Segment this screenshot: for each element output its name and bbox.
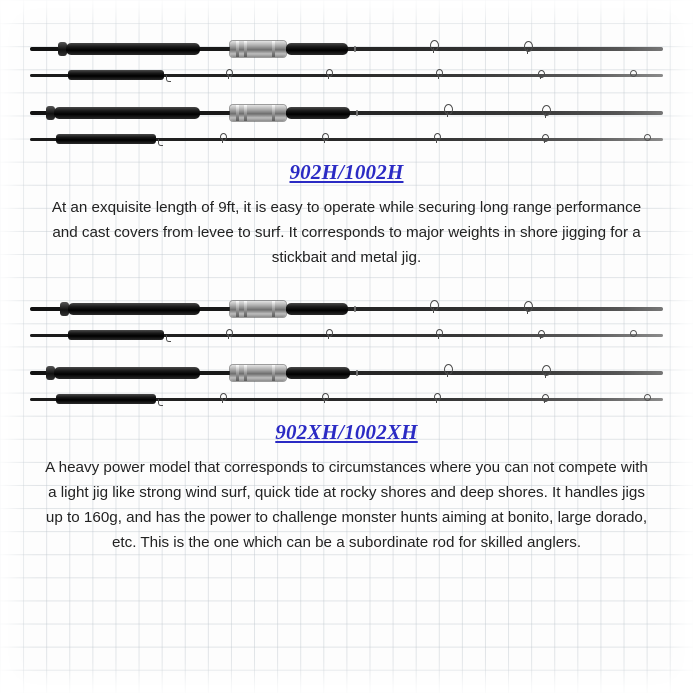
reel-seat-ring bbox=[244, 41, 247, 57]
hook-keeper bbox=[158, 399, 163, 406]
model-title-902xh: 902XH/1002XH bbox=[275, 420, 418, 444]
line-guide-leg bbox=[433, 48, 434, 53]
model-description-902xh: A heavy power model that corresponds to circumstances where you can not compete with a light jig like strong wind surf, quick tide at rocky shores and deep shores. It handles jigs up to 160g, and has the power to challenge monster hunts aiming at bonito, large dorado, etc. This is the one which can be a subordinate rod for skilled anglers. bbox=[45, 459, 648, 551]
reel-seat-ring bbox=[236, 41, 239, 57]
line-guide bbox=[542, 105, 551, 116]
line-guide bbox=[542, 365, 551, 376]
rod-1002xh-butt-section bbox=[30, 360, 663, 386]
tip-joint-wrap bbox=[68, 70, 164, 80]
reel-seat bbox=[230, 105, 286, 121]
reel-seat-ring bbox=[244, 301, 247, 317]
line-guide-leg bbox=[436, 398, 437, 403]
rear-grip bbox=[68, 303, 200, 315]
line-guide-leg bbox=[540, 74, 541, 79]
reel-seat-ring bbox=[272, 301, 275, 317]
model-title-902h: 902H/1002H bbox=[289, 160, 404, 184]
reel-seat-ring bbox=[236, 365, 239, 381]
hook-keeper bbox=[166, 75, 171, 82]
tip-top-guide bbox=[630, 330, 637, 337]
fore-grip bbox=[286, 107, 350, 119]
rod-902xh-tip-section bbox=[30, 322, 663, 348]
rod-902h-butt-section bbox=[30, 36, 663, 62]
tip-top-guide bbox=[644, 134, 651, 141]
tip-joint-wrap bbox=[56, 394, 156, 404]
line-guide-leg bbox=[447, 372, 448, 377]
hook-keeper bbox=[166, 335, 171, 342]
rod-1002h-butt-section bbox=[30, 100, 663, 126]
thread-wrap bbox=[356, 370, 358, 376]
fore-grip bbox=[286, 43, 348, 55]
line-guide-leg bbox=[436, 138, 437, 143]
tip-joint-wrap bbox=[68, 330, 164, 340]
line-guide-leg bbox=[324, 138, 325, 143]
line-guide-leg bbox=[228, 74, 229, 79]
reel-seat-ring bbox=[272, 365, 275, 381]
model-description-902h: At an exquisite length of 9ft, it is easy to operate while securing long range performance and cast covers from levee to surf. It corresponds to major weights in shore jigging for a stickbait and metal jig. bbox=[51, 199, 642, 266]
line-guide-leg bbox=[328, 334, 329, 339]
rod-902h-tip-section bbox=[30, 62, 663, 88]
line-guide-leg bbox=[544, 138, 545, 143]
line-guide-leg bbox=[438, 74, 439, 79]
fore-grip bbox=[286, 367, 350, 379]
thread-wrap bbox=[354, 46, 356, 52]
line-guide-leg bbox=[447, 112, 448, 117]
thread-wrap bbox=[354, 306, 356, 312]
reel-seat bbox=[230, 41, 286, 57]
rod-1002xh-tip-section bbox=[30, 386, 663, 412]
line-guide-leg bbox=[433, 308, 434, 313]
rear-grip bbox=[54, 367, 200, 379]
line-guide-leg bbox=[222, 398, 223, 403]
line-guide-leg bbox=[324, 398, 325, 403]
line-guide-leg bbox=[545, 113, 546, 118]
thread-wrap bbox=[356, 110, 358, 116]
line-guide bbox=[430, 300, 439, 311]
reel-seat-ring bbox=[272, 105, 275, 121]
line-guide-leg bbox=[328, 74, 329, 79]
reel-seat-ring bbox=[236, 105, 239, 121]
rear-grip bbox=[66, 43, 200, 55]
hook-keeper bbox=[158, 139, 163, 146]
rod-illustration-group-902xh bbox=[30, 296, 663, 412]
reel-seat bbox=[230, 301, 286, 317]
line-guide-leg bbox=[545, 373, 546, 378]
line-guide bbox=[524, 301, 533, 312]
fore-grip bbox=[286, 303, 348, 315]
line-guide-leg bbox=[527, 49, 528, 54]
tip-top-guide bbox=[644, 394, 651, 401]
line-guide-leg bbox=[544, 398, 545, 403]
reel-seat-ring bbox=[236, 301, 239, 317]
line-guide-leg bbox=[438, 334, 439, 339]
reel-seat bbox=[230, 365, 286, 381]
reel-seat-ring bbox=[244, 365, 247, 381]
reel-seat-ring bbox=[244, 105, 247, 121]
rear-grip bbox=[54, 107, 200, 119]
line-guide-leg bbox=[527, 309, 528, 314]
tip-top-guide bbox=[630, 70, 637, 77]
tip-joint-wrap bbox=[56, 134, 156, 144]
rod-1002h-tip-section bbox=[30, 126, 663, 152]
line-guide bbox=[444, 364, 453, 375]
rod-illustration-group-902h bbox=[30, 36, 663, 152]
rod-902xh-butt-section bbox=[30, 296, 663, 322]
line-guide bbox=[430, 40, 439, 51]
line-guide bbox=[444, 104, 453, 115]
line-guide-leg bbox=[540, 334, 541, 339]
line-guide-leg bbox=[228, 334, 229, 339]
reel-seat-ring bbox=[272, 41, 275, 57]
line-guide bbox=[524, 41, 533, 52]
line-guide-leg bbox=[222, 138, 223, 143]
